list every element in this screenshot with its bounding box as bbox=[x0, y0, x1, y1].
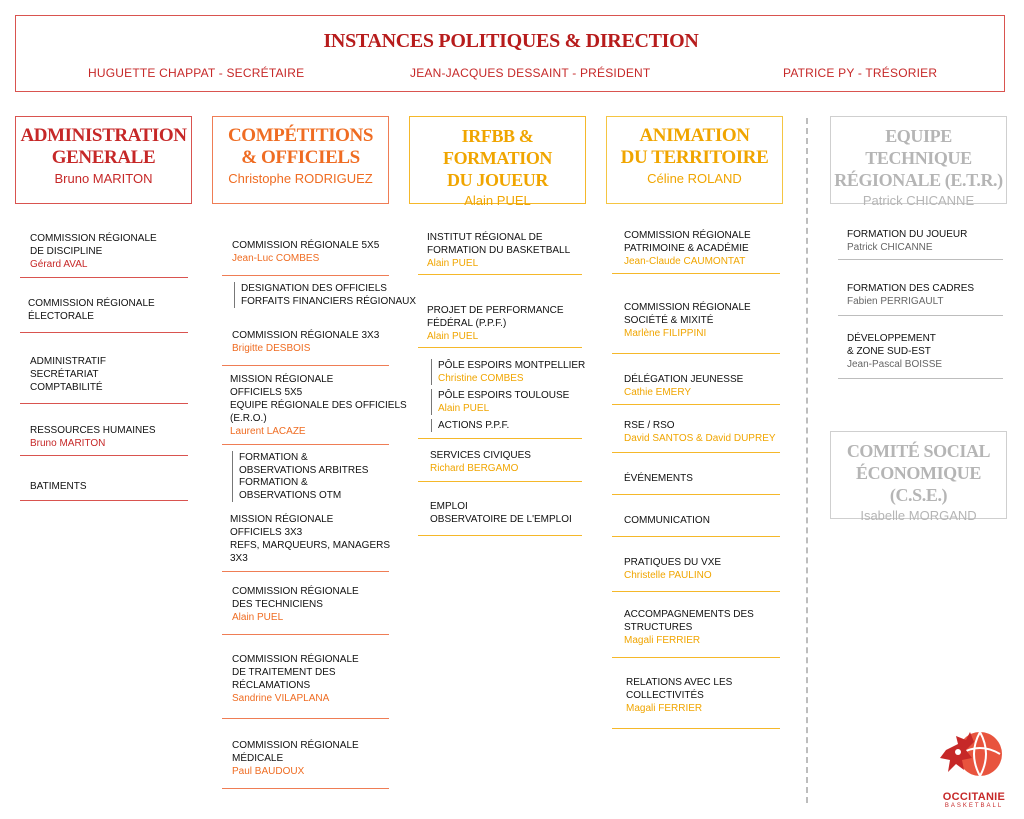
divider bbox=[418, 438, 582, 439]
list-item-formation-otm: FORMATION & OBSERVATIONS OTM bbox=[232, 476, 341, 502]
header-irfbb-title: IRFBB & FORMATION DU JOUEUR bbox=[442, 126, 553, 190]
divider bbox=[20, 455, 188, 456]
divider bbox=[838, 259, 1003, 260]
list-item-services-civiques: SERVICES CIVIQUES Richard BERGAMO bbox=[430, 450, 531, 474]
president-label: JEAN-JACQUES DESSAINT - PRÉSIDENT bbox=[410, 66, 651, 80]
header-competitions bbox=[212, 116, 389, 204]
secretary-label: HUGUETTE CHAPPAT - SECRÉTAIRE bbox=[88, 66, 305, 80]
list-item-pole-montpellier: PÔLE ESPOIRS MONTPELLIER Christine COMBES bbox=[431, 359, 585, 385]
header-competitions-name: Christophe RODRIGUEZ bbox=[228, 171, 373, 186]
occitanie-cross-icon bbox=[936, 728, 1012, 788]
list-item-batiments: BATIMENTS bbox=[30, 481, 87, 492]
divider bbox=[838, 315, 1003, 316]
logo-text: OCCITANIE bbox=[942, 791, 1006, 803]
list-item-discipline: COMMISSION RÉGIONALE DE DISCIPLINE Gérard AVAL bbox=[30, 233, 157, 270]
header-competitions-title: COMPÉTITIONS & OFFICIELS bbox=[227, 125, 374, 168]
divider bbox=[222, 275, 389, 276]
divider bbox=[838, 378, 1003, 379]
divider bbox=[418, 347, 582, 348]
list-item-evenements: ÉVÉNEMENTS bbox=[624, 473, 693, 484]
divider bbox=[222, 788, 389, 789]
divider bbox=[20, 403, 188, 404]
list-item-mission-5x5: MISSION RÉGIONALE OFFICIELS 5X5 EQUIPE RÉGIONALE DES OFFICIELS (E.R.O.) Laurent LACAZE bbox=[230, 374, 407, 437]
divider bbox=[20, 277, 188, 278]
divider bbox=[612, 591, 780, 592]
divider bbox=[612, 404, 780, 405]
divider bbox=[222, 634, 389, 635]
header-administration bbox=[15, 116, 192, 204]
list-item-designation: DESIGNATION DES OFFICIELS FORFAITS FINANCIERS RÉGIONAUX bbox=[234, 282, 416, 308]
divider bbox=[222, 718, 389, 719]
logo-subtext: BASKETBALL bbox=[944, 803, 1004, 809]
list-item-societe: COMMISSION RÉGIONALE SOCIÉTÉ & MIXITÉ Marlène FILIPPINI bbox=[624, 302, 751, 339]
header-animation-title: ANIMATION DU TERRITOIRE bbox=[620, 125, 769, 168]
list-item-institut: INSTITUT RÉGIONAL DE FORMATION DU BASKETBALL Alain PUEL bbox=[427, 232, 571, 269]
header-cse bbox=[830, 431, 1007, 523]
divider bbox=[612, 494, 780, 495]
divider bbox=[20, 332, 188, 333]
header-etr-name: Patrick CHICANNE bbox=[862, 193, 975, 208]
list-item-electorale: COMMISSION RÉGIONALE ÉLECTORALE bbox=[28, 298, 155, 322]
list-item-cr-5x5: COMMISSION RÉGIONALE 5X5 Jean-Luc COMBES bbox=[232, 240, 380, 264]
header-animation bbox=[606, 116, 783, 204]
header-irfbb bbox=[409, 116, 586, 208]
list-item-mission-3x3: MISSION RÉGIONALE OFFICIELS 3X3 REFS, MARQUEURS, MANAGERS 3X3 bbox=[230, 514, 391, 564]
header-administration-title: ADMINISTRATION GENERALE bbox=[20, 125, 187, 168]
divider bbox=[612, 452, 780, 453]
divider bbox=[418, 535, 582, 536]
list-item-rse: RSE / RSO David SANTOS & David DUPREY bbox=[624, 420, 776, 444]
header-etr-title: EQUIPE TECHNIQUE RÉGIONALE (E.T.R.) bbox=[834, 126, 1003, 190]
header-irfbb-name: Alain PUEL bbox=[464, 193, 531, 208]
header-etr bbox=[830, 116, 1007, 208]
occitanie-logo bbox=[936, 728, 1012, 812]
dashed-separator bbox=[806, 118, 808, 803]
divider bbox=[612, 353, 780, 354]
list-item-developpement: DÉVELOPPEMENT & ZONE SUD-EST Jean-Pascal BOISSE bbox=[847, 333, 943, 370]
list-item-medicale: COMMISSION RÉGIONALE MÉDICALE Paul BAUDOUX bbox=[232, 740, 359, 777]
list-item-actions-ppf: ACTIONS P.P.F. bbox=[431, 419, 509, 432]
divider bbox=[222, 571, 389, 572]
divider bbox=[418, 481, 582, 482]
treasurer-label: PATRICE PY - TRÉSORIER bbox=[783, 66, 938, 80]
list-item-formation-joueur: FORMATION DU JOUEUR Patrick CHICANNE bbox=[847, 229, 968, 253]
list-item-accompagnements: ACCOMPAGNEMENTS DES STRUCTURES Magali FERRIER bbox=[624, 609, 754, 646]
direction-box bbox=[15, 15, 1005, 92]
header-cse-name: Isabelle MORGAND bbox=[860, 508, 977, 523]
header-administration-name: Bruno MARITON bbox=[54, 171, 153, 186]
divider bbox=[612, 728, 780, 729]
list-item-reclamations: COMMISSION RÉGIONALE DE TRAITEMENT DES RÉCLAMATIONS Sandrine VILAPLANA bbox=[232, 654, 359, 704]
list-item-jeunesse: DÉLÉGATION JEUNESSE Cathie EMERY bbox=[624, 374, 744, 398]
direction-title: INSTANCES POLITIQUES & DIRECTION bbox=[323, 30, 699, 52]
header-cse-title: COMITÉ SOCIAL ÉCONOMIQUE (C.S.E.) bbox=[846, 441, 991, 505]
divider bbox=[612, 536, 780, 537]
divider bbox=[612, 657, 780, 658]
list-item-rh: RESSOURCES HUMAINES Bruno MARITON bbox=[30, 425, 156, 449]
list-item-collectivites: RELATIONS AVEC LES COLLECTIVITÉS Magali FERRIER bbox=[626, 677, 733, 714]
header-animation-name: Céline ROLAND bbox=[647, 171, 742, 186]
list-item-ppf: PROJET DE PERFORMANCE FÉDÉRAL (P.P.F.) Alain PUEL bbox=[427, 305, 564, 342]
list-item-administratif: ADMINISTRATIF SECRÉTARIAT COMPTABILITÉ bbox=[30, 356, 106, 393]
list-item-communication: COMMUNICATION bbox=[624, 515, 710, 526]
list-item-formation-arbitres: FORMATION & OBSERVATIONS ARBITRES bbox=[232, 451, 368, 477]
divider bbox=[612, 273, 780, 274]
list-item-emploi: EMPLOI OBSERVATOIRE DE L'EMPLOI bbox=[430, 501, 572, 525]
divider bbox=[222, 444, 389, 445]
divider bbox=[20, 500, 188, 501]
list-item-patrimoine: COMMISSION RÉGIONALE PATRIMOINE & ACADÉMIE Jean-Claude CAUMONTAT bbox=[624, 230, 751, 267]
list-item-cr-3x3: COMMISSION RÉGIONALE 3X3 Brigitte DESBOIS bbox=[232, 330, 380, 354]
list-item-formation-cadres: FORMATION DES CADRES Fabien PERRIGAULT bbox=[847, 283, 975, 307]
list-item-pole-toulouse: PÔLE ESPOIRS TOULOUSE Alain PUEL bbox=[431, 389, 569, 415]
list-item-techniciens: COMMISSION RÉGIONALE DES TECHNICIENS Alain PUEL bbox=[232, 586, 359, 623]
list-item-pratiques: PRATIQUES DU VXE Christelle PAULINO bbox=[624, 557, 722, 581]
divider bbox=[418, 274, 582, 275]
divider bbox=[222, 365, 389, 366]
